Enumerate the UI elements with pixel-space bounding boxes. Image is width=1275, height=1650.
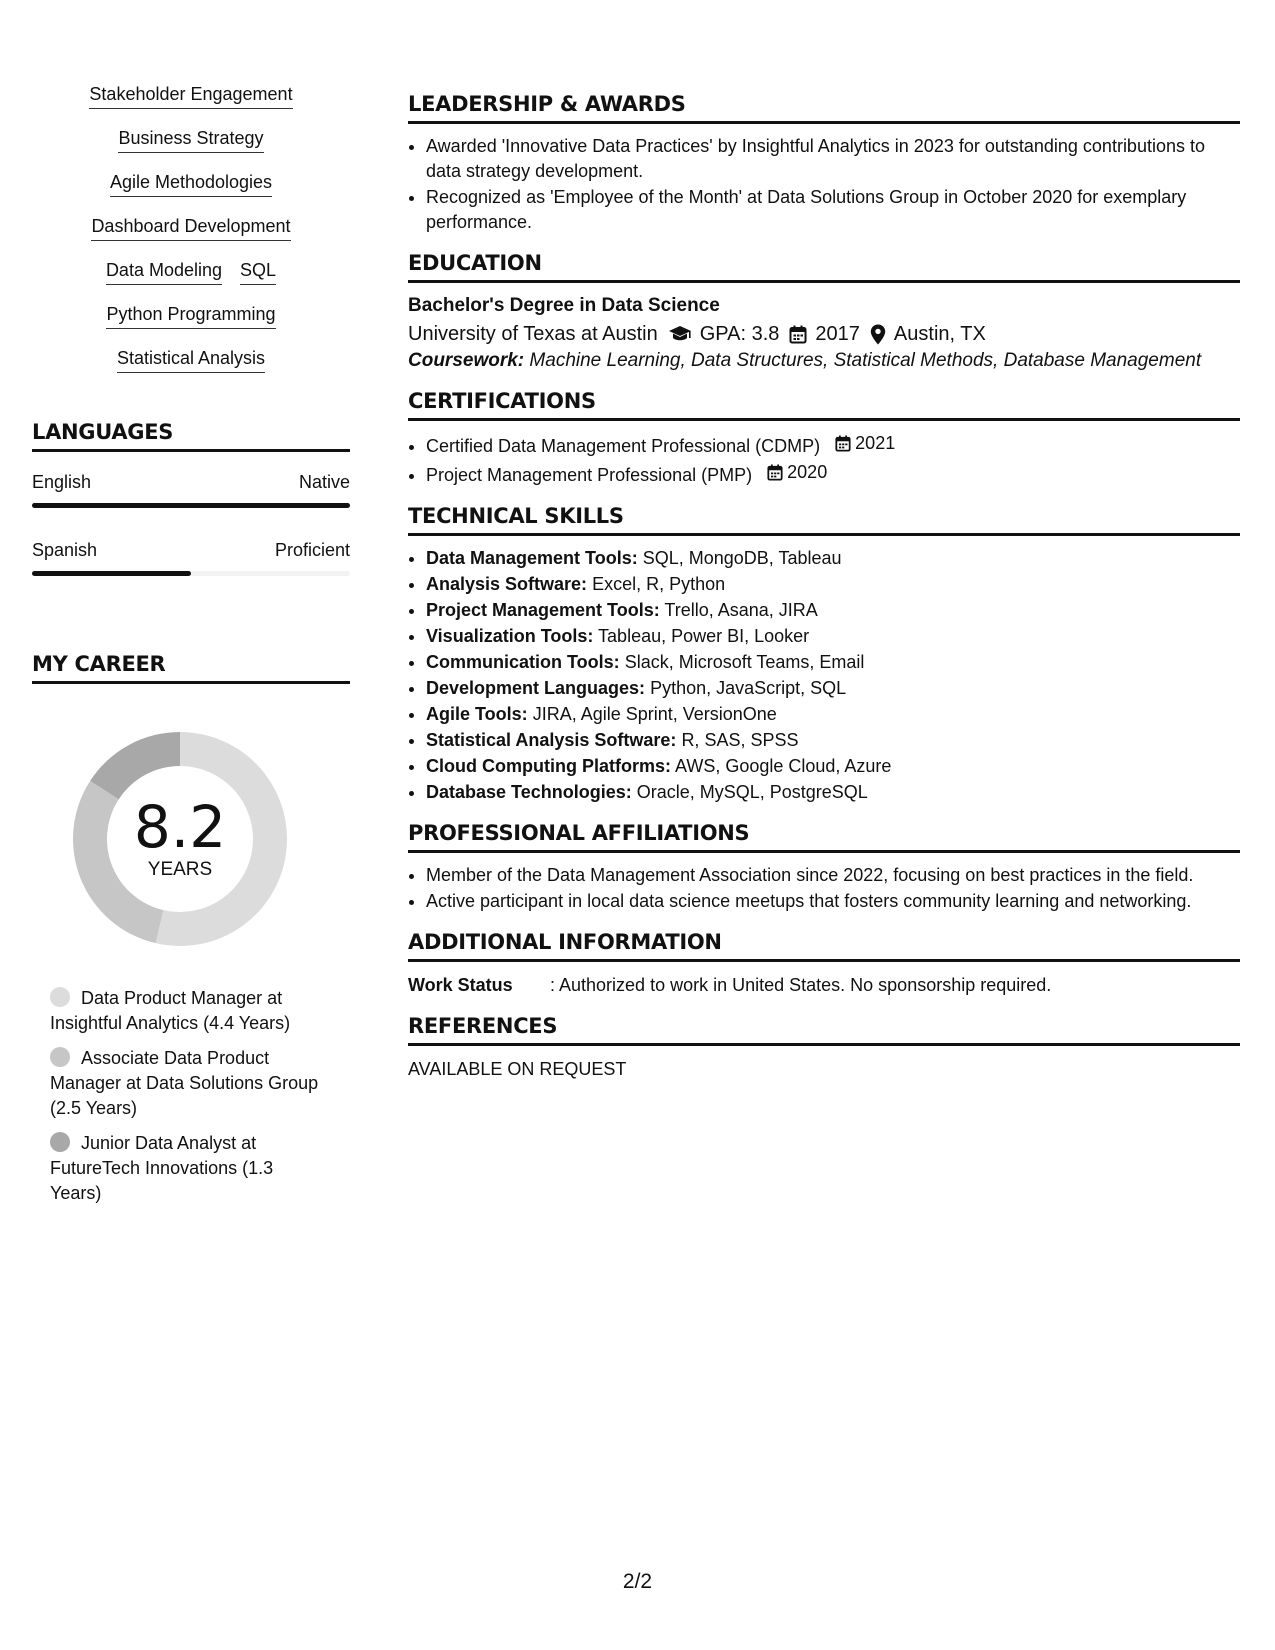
certification-name: Certified Data Management Professional (CDMP) — [426, 436, 821, 456]
affiliations-section — [408, 821, 1240, 914]
certification-name: Project Management Professional (PMP) — [426, 465, 753, 485]
technical-skills-section — [408, 504, 1240, 805]
language-level: Native — [298, 472, 350, 492]
languages-section — [32, 420, 350, 576]
section-title: LANGUAGES — [32, 420, 350, 452]
legend-dot — [50, 1047, 70, 1067]
career-item — [50, 1131, 320, 1206]
certification-year: 2020 — [787, 462, 828, 482]
career-item — [50, 1046, 320, 1121]
skill-values: Trello, Asana, JIRA — [664, 600, 818, 620]
technical-skill-item — [426, 650, 1240, 675]
skill-values: AWS, Google Cloud, Azure — [675, 756, 892, 776]
technical-skill-item — [426, 780, 1240, 805]
skill-tag: Business Strategy — [118, 126, 263, 153]
language-bar-fill — [32, 503, 350, 508]
list-item: • Awarded 'Innovative Data Practices' by Insightful Analytics in 2023 for outstanding contributions to data strategy development. — [426, 134, 1240, 184]
skill-category: Development Languages: — [426, 678, 646, 698]
certification-item — [426, 460, 1240, 488]
additional-info-section — [408, 930, 1240, 998]
language-bar — [32, 571, 350, 576]
coursework — [408, 349, 1240, 373]
technical-skill-item — [426, 728, 1240, 753]
skill-category: Project Management Tools: — [426, 600, 660, 620]
education-details — [408, 319, 1240, 349]
section-title: MY CAREER — [32, 652, 350, 684]
degree-title: Bachelor's Degree in Data Science — [408, 295, 720, 316]
skill-category: Database Technologies: — [426, 782, 632, 802]
technical-skill-item — [426, 624, 1240, 649]
graduation-year: 2017 — [815, 323, 860, 345]
skill-category: Visualization Tools: — [426, 626, 594, 646]
map-pin-icon — [870, 324, 886, 345]
skill-category: Statistical Analysis Software: — [426, 730, 677, 750]
right-column — [408, 92, 1240, 1098]
skill-values: SQL, MongoDB, Tableau — [642, 548, 842, 568]
career-section — [32, 652, 350, 1206]
section-title: CERTIFICATIONS — [408, 389, 1240, 421]
section-title: PROFESSIONAL AFFILIATIONS — [408, 821, 1240, 853]
career-donut-chart — [67, 726, 293, 952]
skills-list — [32, 82, 350, 373]
skill-category: Analysis Software: — [426, 574, 588, 594]
coursework-label: Coursework: — [408, 350, 525, 371]
skill-tag: Stakeholder Engagement — [89, 82, 292, 109]
skill-values: Tableau, Power BI, Looker — [598, 626, 810, 646]
skill-tag: SQL — [240, 258, 276, 285]
skill-tag: Dashboard Development — [91, 214, 290, 241]
skill-values: Slack, Microsoft Teams, Email — [624, 652, 865, 672]
career-unit: YEARS — [147, 859, 213, 880]
technical-skills-list — [408, 546, 1240, 805]
skill-category: Cloud Computing Platforms: — [426, 756, 671, 776]
calendar-icon — [767, 464, 783, 481]
info-key: Work Status — [408, 975, 513, 995]
references-section — [408, 1014, 1240, 1082]
leadership-section — [408, 92, 1240, 235]
language-name: English — [32, 472, 92, 492]
language-bar — [32, 503, 350, 508]
technical-skill-item — [426, 598, 1240, 623]
school-name: University of Texas at Austin — [408, 323, 658, 345]
skill-category: Communication Tools: — [426, 652, 620, 672]
list-item: • Active participant in local data science meetups that fosters community learning and networking. — [426, 889, 1240, 914]
language-item — [32, 538, 350, 576]
legend-dot — [50, 1132, 70, 1152]
career-item-text: Junior Data Analyst at FutureTech Innovations (1.3 Years) — [50, 1133, 274, 1203]
technical-skill-item — [426, 754, 1240, 779]
page-number: 2/2 — [622, 1570, 653, 1593]
section-title: REFERENCES — [408, 1014, 1240, 1046]
calendar-icon — [789, 325, 807, 344]
language-name: Spanish — [32, 540, 98, 560]
technical-skill-item — [426, 546, 1240, 571]
skill-values: JIRA, Agile Sprint, VersionOne — [532, 704, 777, 724]
skill-tag: Python Programming — [106, 302, 275, 329]
technical-skill-item — [426, 572, 1240, 597]
skill-tag: Agile Methodologies — [110, 170, 272, 197]
language-bar-fill — [32, 571, 191, 576]
coursework-list: Machine Learning, Data Structures, Statistical Methods, Database Management — [529, 350, 1202, 371]
certification-year: 2021 — [855, 433, 896, 453]
certifications-section — [408, 389, 1240, 488]
list-item: • Recognized as 'Employee of the Month' at Data Solutions Group in October 2020 for exemplary performance. — [426, 185, 1240, 235]
skill-category: Data Management Tools: — [426, 548, 638, 568]
career-total: 8.2 — [133, 793, 227, 861]
legend-dot — [50, 987, 70, 1007]
skill-tag: Statistical Analysis — [117, 346, 265, 373]
left-column — [32, 82, 350, 1216]
technical-skill-item — [426, 676, 1240, 701]
career-item-text: Data Product Manager at Insightful Analytics (4.4 Years) — [50, 988, 291, 1033]
language-level: Proficient — [274, 540, 350, 560]
section-title: LEADERSHIP & AWARDS — [408, 92, 1240, 124]
skill-values: R, SAS, SPSS — [681, 730, 799, 750]
info-value: : Authorized to work in United States. No sponsorship required. — [550, 975, 1052, 995]
education-section — [408, 251, 1240, 373]
graduation-cap-icon — [668, 325, 692, 343]
section-title: EDUCATION — [408, 251, 1240, 283]
skill-values: Excel, R, Python — [592, 574, 726, 594]
skill-tag: Data Modeling — [106, 258, 222, 285]
technical-skill-item — [426, 702, 1240, 727]
certification-item — [426, 431, 1240, 459]
career-item-text: Associate Data Product Manager at Data Solutions Group (2.5 Years) — [50, 1048, 319, 1118]
section-title: TECHNICAL SKILLS — [408, 504, 1240, 536]
skill-values: Oracle, MySQL, PostgreSQL — [636, 782, 868, 802]
gpa: GPA: 3.8 — [699, 323, 780, 345]
career-legend — [50, 986, 320, 1206]
list-item: • Member of the Data Management Association since 2022, focusing on best practices in the field. — [426, 863, 1240, 888]
skill-values: Python, JavaScript, SQL — [650, 678, 847, 698]
section-title: ADDITIONAL INFORMATION — [408, 930, 1240, 962]
calendar-icon — [835, 435, 851, 452]
school-location: Austin, TX — [893, 323, 986, 345]
career-item — [50, 986, 320, 1036]
language-item — [32, 470, 350, 508]
skill-category: Agile Tools: — [426, 704, 528, 724]
info-row — [408, 972, 1240, 998]
references-text: AVAILABLE ON REQUEST — [408, 1059, 627, 1079]
